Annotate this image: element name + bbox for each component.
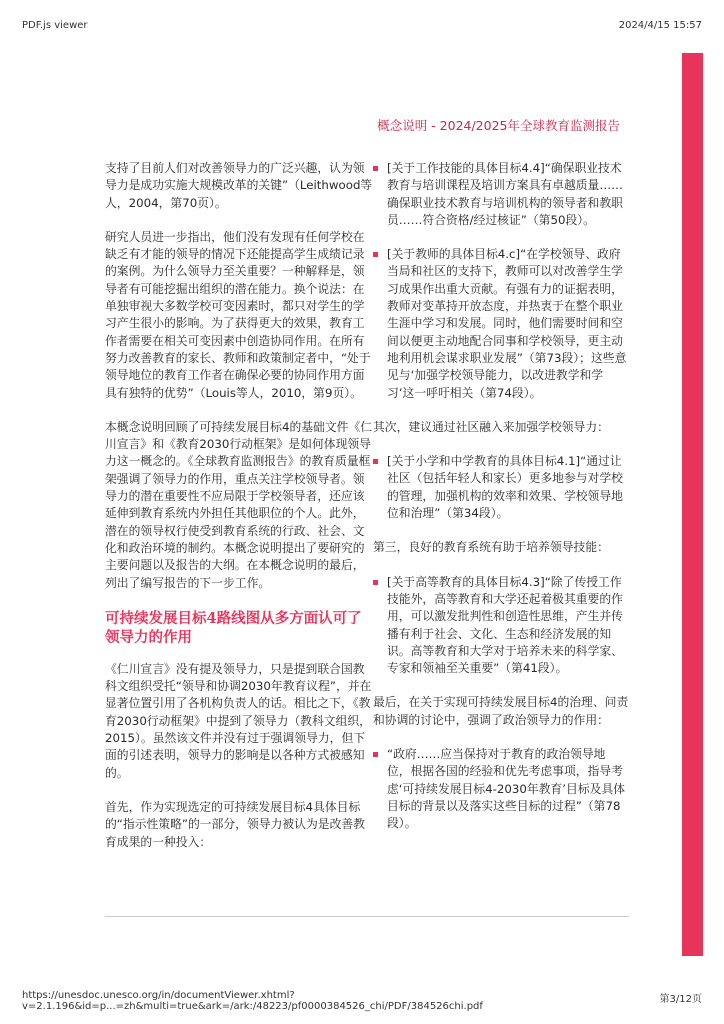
paragraph: 最后，在关于实现可持续发展目标4的治理、问责和协调的讨论中，强调了政治领导力的作用：	[373, 695, 629, 727]
bullet-text: “政府……应当保持对于教育的政治领导地位，根据各国的经验和优先考虑事项，指导考虑‘可持续发展目标4-2030年教育’目标及具体目标的背景以及落实这些目标的过程”（第78段）。	[387, 747, 626, 831]
bullet-item	[373, 746, 629, 832]
paragraph: 研究人员进一步指出，他们没有发现有任何学校在缺乏有才能的领导的情况下还能提高学生成绩记录的案例。为什么领导力至关重要？一种解释是，领导者有可能挖掘出组织的潜在能力。换个说法：在单独审视大多数学校可变因素时，都只对学生的学习产生很小的影响。为了获得更大的效果，教育工作者需要在相关可变因素中创造协同作用。在所有努力改善教育的家长、教师和政策制定者中，“处于领导地位的教育工作者在确保必要的协同作用方面具有独特的优势”（Louis等人，2010，第9页）。	[105, 229, 371, 400]
bullet-square-icon	[373, 166, 378, 171]
paragraph: 支持了目前人们对改善领导力的广泛兴趣，认为领导力是成功实施大规模改革的关键”（Leithwood等人，2004，第70页）。	[105, 161, 373, 210]
page-url: https://unesdoc.unesco.org/in/documentViewer.xhtml?v=2.1.196&id=p...=zh&multi=true&ark=/ark:/48223/pf0000384526_chi/PDF/384526chi.pdf	[22, 990, 483, 1012]
bullet-square-icon	[373, 580, 378, 585]
bullet-item	[373, 453, 629, 522]
page-indicator: 第3/12页	[659, 994, 702, 1005]
section-heading: 可持续发展目标4路线图从多方面认可了领导力的作用	[105, 609, 362, 646]
paragraph: 本概念说明回顾了可持续发展目标4的基础文件《仁川宣言》和《教育2030行动框架》是如何体现领导力这一概念的。《全球教育监测报告》的教育质量框架强调了领导力的作用，重点关注学校领导者。领导力的潜在重要性不应局限于学校领导者，还应该延伸到教育系统内外担任其他职位的个人。此外，潜在的领导权行使受到教育系统的行政、社会、文化和政治环境的制约。本概念说明提出了要研究的主要问题以及报告的大纲。在本概念说明的最后，列出了编写报告的下一步工作。	[105, 419, 373, 590]
browser-top-bar	[0, 0, 724, 40]
bullet-item	[373, 574, 629, 678]
paragraph: 《仁川宣言》没有提及领导力，只是提到联合国教科文组织受托“领导和协调2030年教育议程”，并在显著位置引用了各机构负责人的话。相比之下，《教育2030行动框架》中提到了领导力（教科文组织，2015）。虽然该文件并没有过于强调领导力，但下面的引述表明，领导力的影响是以各种方式被感知的。	[105, 661, 372, 780]
page-header-title: 概念说明 - 2024/2025年全球教育监测报告	[377, 118, 620, 133]
app-title: PDF.js viewer	[22, 20, 88, 31]
bullet-square-icon	[373, 752, 378, 757]
bullet-text: [关于高等教育的具体目标4.3]“除了传授工作技能外，高等教育和大学还起着极其重要的作用，可以激发批判性和创造性思维，产生并传播有利于社会、文化、生态和经济发展的知识。高等教育和大学对于培养未来的科学家、专家和领袖至关重要”（第41段）。	[387, 574, 623, 676]
print-datetime: 2024/4/15 15:57	[618, 20, 702, 31]
footer-divider	[105, 916, 629, 917]
bullet-text: [关于教师的具体目标4.c]“在学校领导、政府当局和社区的支持下，教师可以对改善学生学习成果作出重大贡献。有强有力的证据表明，教师对变革持开放态度，并热衷于在整个职业生涯中学习和发展。同时，他们需要时间和空间以便更主动地配合同事和学校领导，更主动地利用机会谋求职业发展”（第73段）；这些意见与‘加强学校领导能力，以改进教学和学习’这一呼吁相关（第74段）。	[387, 247, 627, 400]
paragraph: 首先，作为实现选定的可持续发展目标4具体目标的“指示性策略”的一部分，领导力被认为是改善教育成果的一种投入：	[105, 799, 365, 849]
bullet-item	[373, 160, 629, 229]
bullet-item	[373, 246, 629, 402]
bullet-text: [关于工作技能的具体目标4.4]“确保职业技术教育与培训课程及培训方案具有卓越质量……确保职业技术教育与培训机构的领导者和教职员……符合资格/经过核证”（第50段）。	[387, 161, 623, 227]
accent-side-bar	[682, 53, 703, 956]
paragraph: 其次，建议通过社区融入来加强学校领导力：	[373, 419, 609, 434]
left-column	[105, 160, 375, 868]
paragraph: 第三，良好的教育系统有助于培养领导技能：	[373, 540, 609, 555]
bullet-square-icon	[373, 459, 378, 464]
bullet-square-icon	[373, 252, 378, 257]
bullet-text: [关于小学和中学教育的具体目标4.1]“通过让社区（包括年轻人和家长）更多地参与对学校的管理，加强机构的效率和效果、学校领导地位和治理”（第34段）。	[387, 454, 623, 521]
right-column	[373, 160, 629, 850]
